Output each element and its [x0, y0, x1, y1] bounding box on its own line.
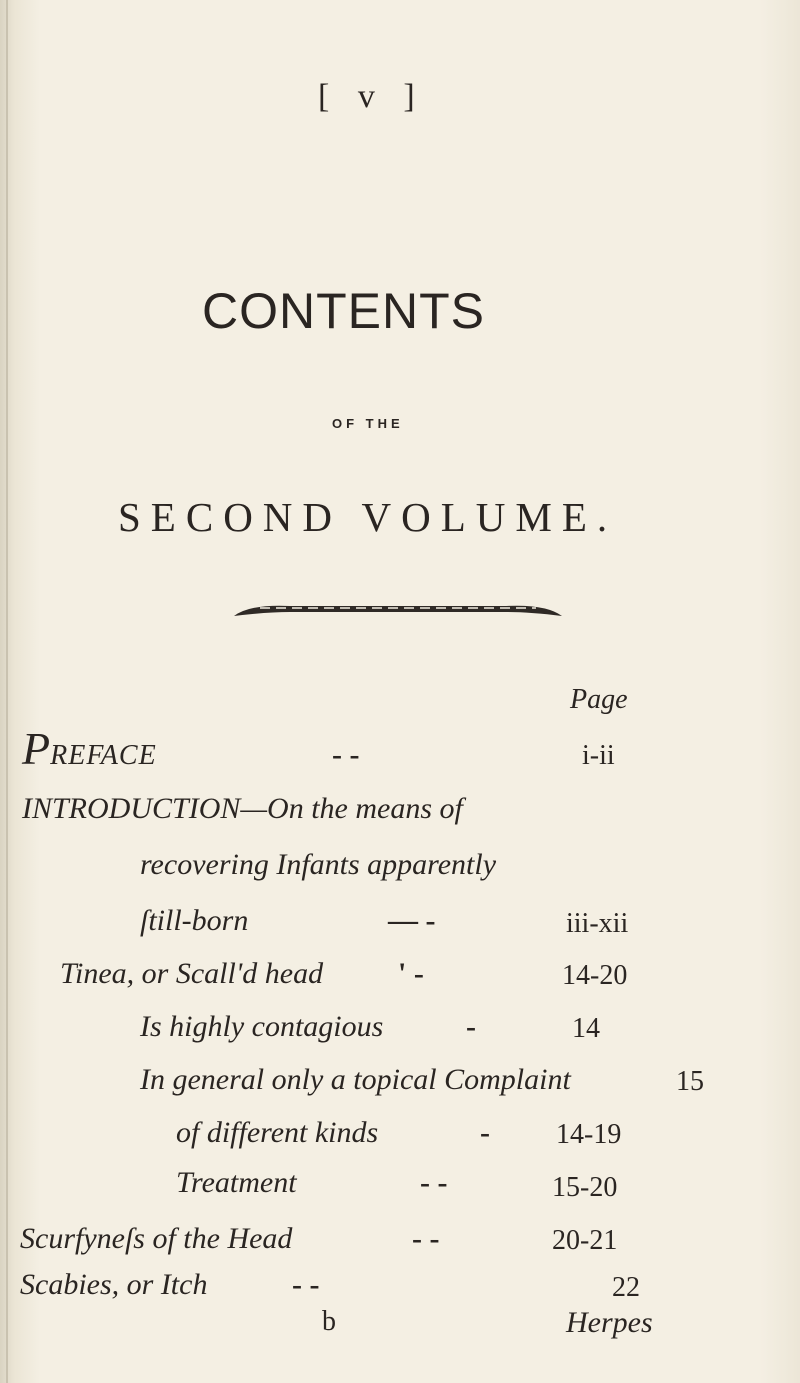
page-subtitle: OF THE [332, 416, 404, 431]
entry-page: 14 [572, 1013, 600, 1044]
entry-leader: - - [420, 1166, 448, 1199]
entry-leader: - [466, 1010, 476, 1043]
page-signature: [ v ] [318, 78, 425, 115]
toc-entry-different-kinds: of different kinds [176, 1116, 379, 1149]
toc-entry-scabies: Scabies, or Itch [20, 1268, 208, 1301]
entry-page: iii-xii [566, 908, 629, 939]
entry-leader: ' - [398, 957, 424, 990]
entry-leader: - [480, 1116, 490, 1149]
toc-entry-tinea: Tinea, or Scall'd head [60, 957, 324, 990]
entry-leader: — - [388, 904, 436, 937]
toc-entry-contagious: Is highly contagious [140, 1010, 384, 1043]
entry-leader: - - [292, 1268, 320, 1301]
signature-mark: b [322, 1306, 336, 1337]
toc-entry-scurfyness: Scurfyneſs of the Head [20, 1222, 293, 1255]
toc-entry-continuation: recovering Infants apparently [140, 848, 497, 881]
ornament-rule-icon [230, 598, 566, 620]
toc-entry-still-born: ſtill-born [140, 904, 249, 937]
toc-entry-topical-complaint: In general only a topical Complaint [140, 1063, 571, 1096]
page-gutter [6, 0, 8, 1383]
entry-leader: - - [412, 1222, 440, 1255]
preface-initial: P [22, 723, 51, 774]
toc-entry-treatment: Treatment [176, 1166, 297, 1199]
entry-page: 14-19 [556, 1119, 622, 1150]
volume-heading: SECOND VOLUME. [118, 494, 618, 540]
toc-entry-preface [22, 722, 157, 775]
entry-page: 22 [612, 1272, 640, 1303]
entry-text: REFACE [50, 740, 157, 771]
catchword: Herpes [566, 1306, 653, 1339]
page-title: CONTENTS [202, 283, 485, 339]
entry-page: i-ii [582, 740, 615, 771]
page-column-heading: Page [570, 684, 628, 715]
entry-page: 14-20 [562, 960, 628, 991]
entry-page: 15 [676, 1066, 704, 1097]
entry-leader: - - [332, 738, 360, 771]
entry-page: 15-20 [552, 1172, 618, 1203]
entry-page: 20-21 [552, 1225, 618, 1256]
toc-entry-introduction: INTRODUCTION—On the means of [22, 792, 463, 825]
